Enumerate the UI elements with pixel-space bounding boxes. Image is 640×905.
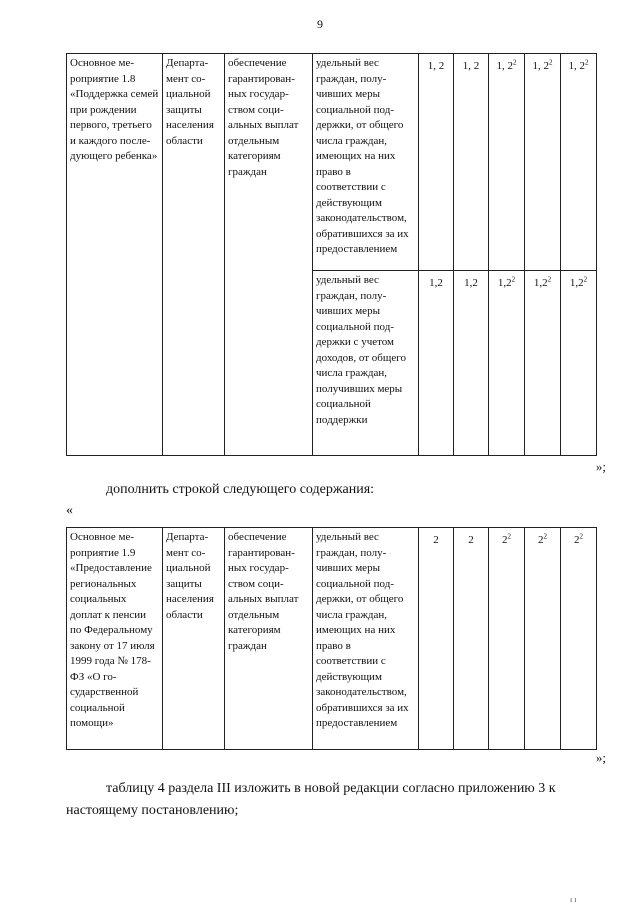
goal-cell: обеспечение гарантированных государством социальных выплат отдельным категориям граждан	[225, 54, 313, 456]
goal-cell: обеспечение гарантированных государством социальных выплат отдельным категориям граждан	[225, 528, 313, 750]
event-cell: Основное мероприятие 1.9 «Предоставление региональных социальных доплат к пенсии по Федеральному закону от 17 июля 1999 года № 178-ФЗ «О государственной социальной помощи»	[67, 528, 163, 750]
table-row	[67, 528, 597, 750]
executor-cell: Департамент социальной защиты населения области	[163, 54, 225, 456]
value-cell: $1,2^2$	[489, 271, 525, 456]
indicator-cell: удельный вес граждан, получивших меры социальной поддержки с учетом доходов, от общего числа граждан, получивших меры социальной поддержки	[313, 271, 419, 456]
value-cell: 2	[419, 528, 454, 750]
value-cell: 2	[454, 528, 489, 750]
value-cell: $2^2$	[489, 528, 525, 750]
executor-cell: Департамент социальной защиты населения области	[163, 528, 225, 750]
value-cell: 1, $2^2$	[489, 54, 525, 271]
value-cell: $2^2$	[525, 528, 561, 750]
instruction-paragraph: дополнить строкой следующего содержания:	[106, 482, 375, 497]
value-cell: 1,2	[454, 271, 489, 456]
value-cell: 1, $2^2$	[561, 54, 597, 271]
indicator-cell: удельный вес граждан, получивших меры социальной поддержки, от общего числа граждан, имеющих на них право в соответствии с действующим законодательством, обратившихся за их предоставлением	[313, 54, 419, 271]
table-event-1-8	[66, 53, 597, 456]
indicator-cell: удельный вес граждан, получивших меры социальной поддержки, от общего числа граждан, имеющих на них право в соответствии с действующим законодательством, обратившихся за их предоставлением	[313, 528, 419, 750]
value-cell: $2^2$	[561, 528, 597, 750]
closing-quote: »;	[595, 750, 606, 765]
value-cell: $1,2^2$	[525, 271, 561, 456]
page-number: 9	[317, 17, 323, 31]
value-cell: 1, $2^2$	[525, 54, 561, 271]
value-cell: 1, 2	[454, 54, 489, 271]
table-row	[67, 54, 597, 271]
instruction-paragraph: таблицу 4 раздела III изложить в новой редакции согласно приложению 3 к настоящему постановлению;	[66, 781, 556, 818]
footer-mark: ı ı	[570, 895, 577, 904]
value-cell: 1, 2	[419, 54, 454, 271]
closing-quote: »;	[595, 459, 606, 474]
opening-quote: «	[66, 503, 73, 518]
value-cell: 1,2	[419, 271, 454, 456]
value-cell: $1,2^2$	[561, 271, 597, 456]
table-event-1-9	[66, 527, 597, 750]
event-cell: Основное мероприятие 1.8 «Поддержка семей при рождении первого, третьего и каждого последующего ребенка»	[67, 54, 163, 456]
